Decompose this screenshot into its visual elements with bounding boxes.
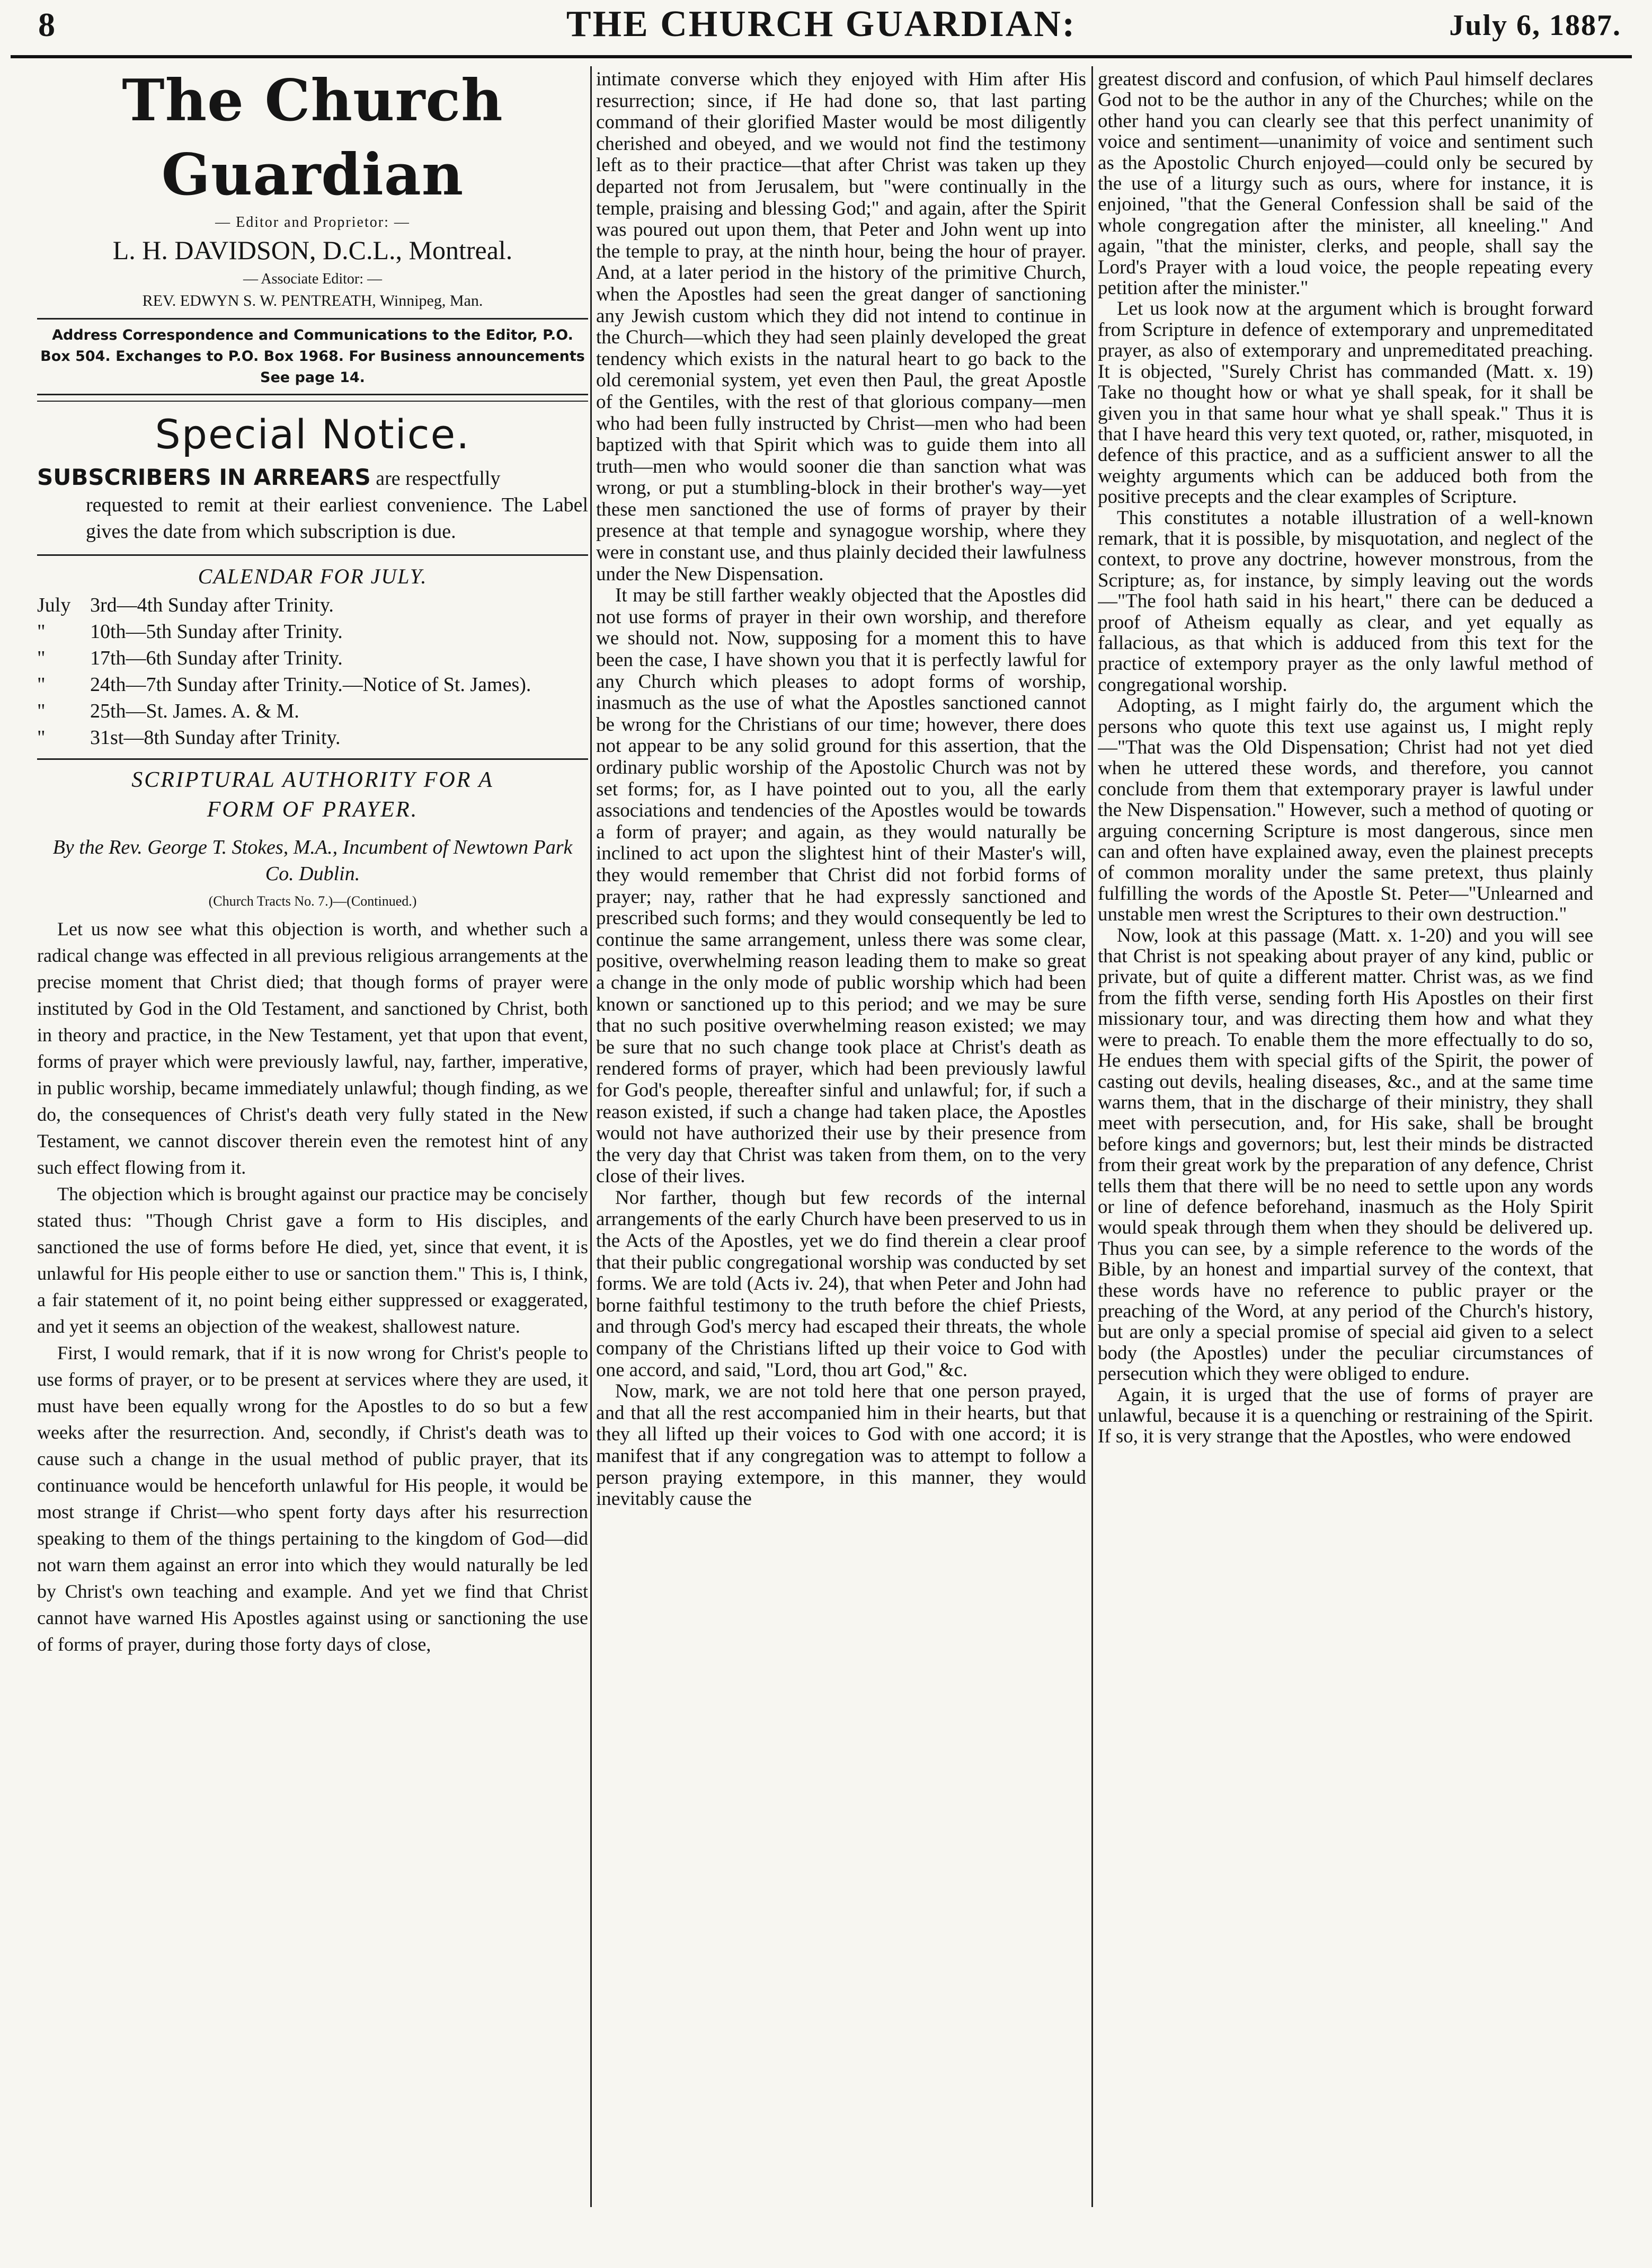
calendar-entry — [37, 618, 588, 645]
calendar-entry-label: " — [37, 621, 46, 643]
calendar-entry-text: 3rd—4th Sunday after Trinity. — [90, 594, 334, 616]
paragraph: It may be still farther weakly objected that the Apostles did not use forms of prayer in their own worship, and therefore we should not. Now, supposing for a moment this to have been the case, I have shown you that it is perfectly lawful for any Church which pleases to adopt forms of worship, inasmuch as the use of what the Apostles sanctioned cannot be wrong for the Christians of our time; however, there does not appear to be any solid ground for this assertion, that the ordinary public worship of the Apostolic Church was not by set forms; for, as I have pointed out to you, all the early associations and tendencies of the Apostles would be towards a form of prayer; and again, as they would naturally be inclined to act upon the slightest hint of their Master's will, they would remember that Christ did not forbid forms of prayer; nay, rather that he had expressly sanctioned and prescribed such forms; and they would consequently be led to continue the same arrangement, unless there was some clear, positive, overwhelming reason leading them to make so great a change in the only mode of public worship which had been known or sanctioned up to this period; and we may be sure that no such positive overwhelming reason existed; we may be sure that no such change took place at Christ's death as rendered forms of prayer, which had been previously lawful for God's people, thereafter sinful and unlawful; for, if such a reason existed, if such a change had taken place, the Apostles would not have authorized their use by their presence from the very day that Christ was taken from them, on to the very close of their lives. — [596, 584, 1086, 1188]
calendar-entry — [37, 698, 588, 724]
paragraph: Now, look at this passage (Matt. x. 1-20) and you will see that Christ is not speaking about prayer of any kind, public or private, but of quite a different matter. Christ was, as we find from the fifth verse, sending forth His Apostles on their first missionary tour, and was directing them how and what they were to preach. To enable them the more effectually to do so, He endues them with special gifts of the Spirit, the power of casting out devils, healing diseases, &c., and at the same time warns them, that in the discharge of their ministry, they shall meet with persecution, and, for His sake, shall be brought before kings and governors; but, lest their minds be distracted from their great work by the preparation of any defence, Christ tells them that there will be no need to settle upon any words or line of defence beforehand, inasmuch as the Holy Spirit would speak through them when they should be delivered up. Thus you can see, by a simple reference to the words of the Bible, by an honest and impartial survey of the context, that these words have no reference to public prayer or the preaching of the Word, at any period of the Church's history, but are only a special promise of special aid given to a select body (the Apostles) under the peculiar circumstances of persecution which they were obliged to endure. — [1098, 924, 1593, 1385]
running-head — [11, 0, 1632, 58]
page-number: 8 — [38, 6, 55, 43]
notice-bold-lead: SUBSCRIBERS IN ARREARS — [37, 464, 371, 490]
article-source: (Church Tracts No. 7.)—(Continued.) — [208, 893, 417, 909]
article-title-line-2: FORM OF PRAYER. — [207, 798, 419, 822]
calendar-entry — [37, 671, 588, 698]
article-column-1-text — [37, 916, 588, 1658]
calendar-entry — [37, 645, 588, 671]
calendar-entry — [37, 592, 588, 618]
notice-lead-rest: are respectfully — [376, 467, 501, 490]
calendar-entry-label: " — [37, 647, 46, 669]
address-note: Address Correspondence and Communications to the Editor, P.O. Box 504. Exchanges to P.O. Box 1968. For Business announcements See page 14. — [40, 327, 585, 386]
article-title-line-1: SCRIPTURAL AUTHORITY FOR A — [131, 768, 494, 792]
special-notice-body — [37, 464, 588, 545]
calendar-entry-text: 17th—6th Sunday after Trinity. — [90, 647, 343, 669]
calendar-heading: CALENDAR FOR JULY. — [198, 564, 428, 588]
paragraph: Let us now see what this objection is worth, and whether such a radical change was effected in all previous religious arrangements at the precise moment that Christ died; that though forms of prayer were instituted by God in the Old Testament, and sanctioned by Christ, both in theory and practice, in the New Testament, yet that upon that event, forms of prayer which were previously lawful, nay, farther, imperative, in public worship, became immediately unlawful; though finding, as we do, the consequences of Christ's death very fully stated in the New Testament, we cannot discover therein even the remotest hint of any such effect flowing from it. — [37, 918, 588, 1178]
calendar-entry-text: 24th—7th Sunday after Trinity.—Notice of St. James). — [90, 674, 531, 696]
divider — [37, 318, 588, 320]
notice-body-text: requested to remit at their earliest convenience. The Label gives the date from which subscription is due. — [86, 494, 588, 543]
special-notice-heading: Special Notice. — [155, 411, 470, 458]
divider — [37, 554, 588, 556]
article-byline: By the Rev. George T. Stokes, M.A., Incumbent of Newtown Park Co. Dublin. — [52, 836, 573, 885]
calendar-entry-label: " — [37, 674, 46, 696]
article-title — [37, 765, 588, 825]
editor-label: — Editor and Proprietor: — — [215, 214, 410, 231]
column-1 — [37, 69, 588, 2189]
masthead-title: The Church Guardian — [122, 69, 503, 208]
issue-date: July 6, 1887. — [1449, 9, 1621, 42]
paragraph: Adopting, as I might fairly do, the argument which the persons who quote this text use against us, I might reply—"That was the Old Dispensation; Christ had not yet died when he uttered these words, and therefore, you cannot conclude from them that extemporary prayer is lawful under the New Dispensation." However, such a method of quoting or arguing concerning Scripture is most dangerous, since men can and often have explained away, even the plainest precepts of common morality under the same pretext, thus plainly fulfilling the words of the Apostle St. Peter—"Unlearned and unstable men wrest the Scriptures to their own destruction." — [1098, 695, 1593, 926]
paragraph: greatest discord and confusion, of which Paul himself declares God not to be the author in any of the Churches; while on the other hand you can clearly see that this perfect unanimity of voice and sentiment—unanimity of voice and sentiment such as the Apostolic Church enjoyed—could only be secured by the use of a liturgy such as ours, where for instance, it is enjoined, "that the General Confession shall be said of the whole congregation after the minister, all kneeling." And again, "that the minister, clerks, and people, shall say the Lord's Prayer with a loud voice, the people repeating every petition after the minister." — [1098, 69, 1593, 299]
paragraph: intimate converse which they enjoyed with Him after His resurrection; since, if He had done so, that last parting command of their glorified Master would be most diligently cherished and obeyed, and we would not find the testimony left as to their practice—that after Christ was taken up they departed not from Jerusalem, but "were continually in the temple, praising and blessing God;" and again, after the Spirit was poured out upon them, that Peter and John went up into the temple to pray, at the ninth hour, being the hour of prayer. And, at a later period in the history of the primitive Church, when the Apostles had seen the great danger of sanctioning any Jewish custom which they did not intend to continue in the Church—which they had seen plainly developed the great tendency which exists in the natural heart to go back to the old ceremonial system, yet even then Paul, the great Apostle of the Gentiles, with the rest of that glorious company—men who had been fully instructed by Christ—men who had been baptized with that Spirit which was to guide them into all truth—men who would sooner die than sanction what was wrong, or put a stumbling-block in their brother's way—yet these men sanctioned the use of forms of prayer by their presence at that temple and synagogue worship, where they were in constant use, and thus plainly decided their lawfulness under the New Dispensation. — [596, 69, 1086, 585]
column-divider — [1091, 66, 1093, 2207]
editor-name: L. H. DAVIDSON, D.C.L., Montreal. — [112, 235, 513, 265]
paragraph: Now, mark, we are not told here that one person prayed, and that all the rest accompanied him in their hearts, but that they all lifted up their voices to God with one accord; it is manifest that if any congregation was to attempt to follow a person praying extempore, in this manner, they would inevitably cause the — [596, 1380, 1086, 1510]
column-3 — [1098, 69, 1593, 2220]
column-2 — [596, 69, 1086, 2220]
calendar-entry-label: " — [37, 727, 46, 749]
paragraph: The objection which is brought against our practice may be concisely stated thus: "Though Christ gave a form to His disciples, and sanctioned the use of forms before He died, yet, since that event, it is unlawful for His people either to use or sanction them." This is, I think, a fair statement of it, no point being either suppressed or exaggerated, and yet it seems an objection of the weakest, shallowest nature. — [37, 1183, 588, 1337]
newspaper-title: THE CHURCH GUARDIAN: — [566, 4, 1077, 45]
calendar-entry-text: 31st—8th Sunday after Trinity. — [90, 727, 341, 749]
paragraph: First, I would remark, that if it is now wrong for Christ's people to use forms of prayer, or to be present at services where they are used, it must have been equally wrong for the Apostles to do so but a few weeks after the resurrection. And, secondly, if Christ's death was to cause such a change in the usual method of public prayer, that its continuance would be henceforth unlawful for His people, it would be most strange if Christ—who spent forty days after his resurrection speaking to them of the things pertaining to the kingdom of God—did not warn them against an error into which they would naturally be led by Christ's own teaching and example. And yet we find that Christ cannot have warned His Apostles against using or sanctioning the use of forms of prayer, during those forty days of close, — [37, 1342, 588, 1655]
associate-label: — Associate Editor: — — [243, 271, 383, 287]
header-rule — [11, 55, 1632, 58]
divider — [37, 394, 588, 395]
calendar-list — [37, 592, 588, 751]
paragraph: This constitutes a notable illustration of a well-known remark, that it is possible, by misquotation, and neglect of the context, to prove any doctrine, however monstrous, from the Scripture; as, for instance, by simply leaving out the words—"The fool hath said in his heart," there can be deduced a proof of Atheism equally as clear, and yet equally as fallacious, as that which is adduced from this text for the practice of extempory prayer as the only lawful method of congregational worship. — [1098, 507, 1593, 696]
paragraph: Nor farther, though but few records of the internal arrangements of the early Church have been preserved to us in the Acts of the Apostles, yet we do find therein a clear proof that their public congregational worship was conducted by set forms. We are told (Acts iv. 24), that when Peter and John had borne faithful testimony to the truth before the chief Priests, and through God's mercy had escaped their threats, the whole company of the Christians lifted up their voice to God with one accord, and said, "Lord, thou art God," &c. — [596, 1186, 1086, 1381]
divider — [37, 758, 588, 760]
calendar-entry — [37, 724, 588, 751]
calendar-entry-text: 10th—5th Sunday after Trinity. — [90, 621, 343, 643]
calendar-entry-label: July — [37, 594, 71, 616]
calendar-entry-label: " — [37, 700, 46, 722]
divider — [37, 401, 588, 402]
calendar-entry-text: 25th—St. James. A. & M. — [90, 700, 299, 722]
paragraph: Let us look now at the argument which is brought forward from Scripture in defence of extemporary and unpremeditated prayer, as also of extemporary and unpremeditated preaching. It is objected, "Surely Christ has commanded (Matt. x. 19) Take no thought how or what ye shall speak, for it shall be given you in that same hour what ye shall speak." Thus it is that I have heard this very text quoted, or, rather, misquoted, in defence of this practice, and as a sufficient answer to all the weighty arguments which can be adduced both from the positive precepts and the clear examples of Scripture. — [1098, 298, 1593, 508]
associate-name: REV. EDWYN S. W. PENTREATH, Winnipeg, Man. — [142, 292, 483, 309]
column-divider — [590, 66, 592, 2207]
paragraph: Again, it is urged that the use of forms of prayer are unlawful, because it is a quenching or restraining of the Spirit. If so, it is very strange that the Apostles, who were endowed — [1098, 1384, 1593, 1448]
